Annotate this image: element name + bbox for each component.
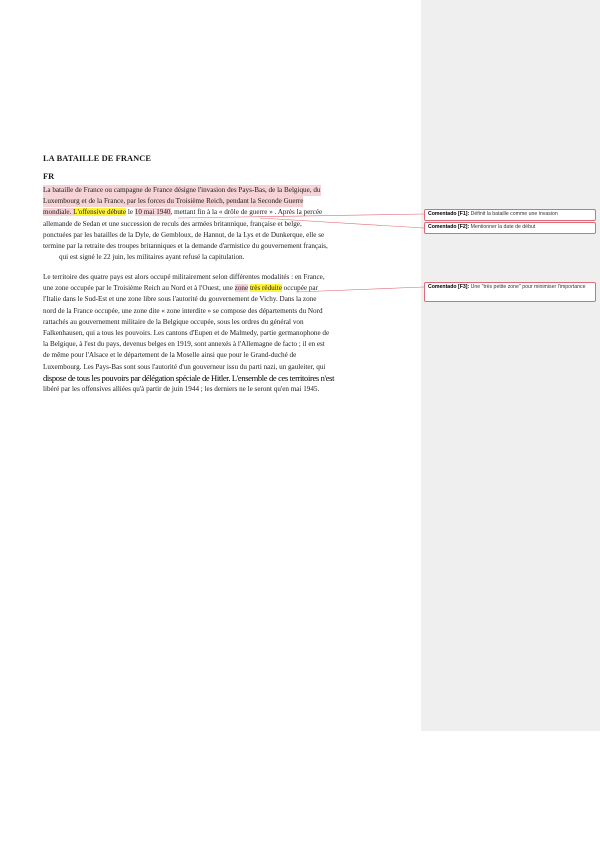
paragraph-line: Luxembourg. Les Pays-Bas sont sous l'autorité d'un gouverneur issu du parti nazi, un gauleiter, qui <box>43 362 326 371</box>
comment-title: Comentado [F2]: <box>428 224 470 230</box>
comment-text: Une "très petite zone" pour minimiser l'importance <box>470 284 586 290</box>
commented-date[interactable]: 10 mai 1940 <box>134 208 171 217</box>
paragraph-line: la Belgique, à l'est du pays, devenus belges en 1919, sont annexés à l'Allemagne de facto ; il en est <box>43 340 325 349</box>
text-run: une zone occupée par le Troisième Reich au Nord et à l'Ouest, une <box>43 284 235 293</box>
text-run: , mettant fin à la « drôle de guerre » . Après la percée <box>170 208 323 217</box>
language-label: FR <box>43 172 55 181</box>
paragraph-line: La bataille de France ou campagne de France désigne l'invasion des Pays-Bas, de la Belgique, du <box>43 185 321 196</box>
comment-text: Mentionner la date de début <box>470 224 536 230</box>
comment-f3[interactable] <box>424 282 596 302</box>
comment-f2[interactable] <box>424 222 596 234</box>
paragraph-line: termine par la retraite des troupes britanniques et la demande d'armistice du gouvernement français, <box>43 242 328 251</box>
comment-title: Comentado [F3]: <box>428 284 470 290</box>
paragraph-line: qui est signé le 22 juin, les militaires ayant refusé la capitulation. <box>59 253 245 262</box>
paragraph-line: nord de la France occupée, une zone dite « zone interdite » se compose des départements du Nord <box>43 306 323 315</box>
paragraph-line: de même pour l'Alsace et le département de la Moselle ainsi que pour le Grand-duché de <box>43 351 297 360</box>
connector-line-2 <box>260 218 424 228</box>
paragraph-line: Falkenhausen, qui a tous les pouvoirs. Les cantons d'Eupen et de Malmedy, partie germanophone de <box>43 329 330 338</box>
paragraph-line: rattachés au gouvernement militaire de la Belgique occupée, sous les ordres du général von <box>43 317 304 326</box>
connector-line-1 <box>178 214 424 218</box>
paragraph-line: libéré par les offensives alliées qu'à partir de juin 1944 ; les derniers ne le seront qu'en mai 1945. <box>43 385 320 394</box>
paragraph-line: dispose de tous les pouvoirs par délégation spéciale de Hitler. L'ensemble de ces territoires n'est <box>43 372 335 383</box>
document-title: LA BATAILLE DE FRANCE <box>43 154 152 163</box>
paragraph-line: ponctuées par les batailles de la Dyle, de Gembloux, de Hannut, de la Lys et de Dunkerque, elle se <box>43 230 325 239</box>
paragraph-line: Luxembourg et de la France, par les forces du Troisième Reich, pendant la Seconde Guerre <box>43 196 303 207</box>
comment-text: Définit la bataille comme une invasion <box>470 211 558 217</box>
commented-text[interactable]: mondiale. <box>43 208 74 217</box>
connector-line-3 <box>296 287 424 292</box>
paragraph-line: Le territoire des quatre pays est alors occupé militairement selon différentes modalités : en France, <box>43 273 325 281</box>
paragraph-line: l'Italie dans le Sud-Est et une zone libre sous l'autorité du gouvernement de Vichy. Dans la zone <box>43 295 317 304</box>
comment-f1[interactable] <box>424 209 596 221</box>
comment-title: Comentado [F1]: <box>428 211 470 217</box>
highlighted-text-offensive[interactable]: L'offensive débute <box>73 208 127 217</box>
commented-text-zone[interactable]: zone <box>234 284 249 293</box>
highlighted-text-tres-reduite[interactable]: très réduite <box>249 284 282 293</box>
text-run: le <box>126 208 135 217</box>
text-run: occupée par <box>281 284 318 293</box>
paragraph-line: allemande de Sedan et une succession de reculs des armées britannique, française et belge, <box>43 219 302 228</box>
